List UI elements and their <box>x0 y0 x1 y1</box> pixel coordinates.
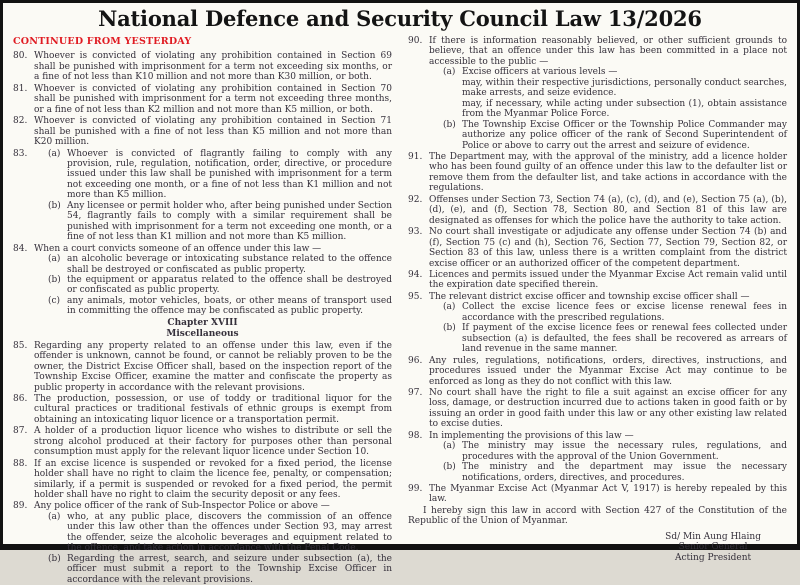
item-body <box>34 149 392 243</box>
item-number: 80. <box>13 51 28 62</box>
item-text: If there is information reasonably believed, or other sufficient grounds to believe, that an offence under this law has been committed in a place not accessible to the public — <box>429 36 787 67</box>
item-number: 84. <box>13 243 28 254</box>
signature-block <box>408 532 787 563</box>
item-number: 88. <box>13 458 28 469</box>
item-body <box>34 116 392 147</box>
item-number: 83. <box>13 148 28 159</box>
sub-item-label: (b) <box>443 323 456 334</box>
sub-item-label: (a) <box>48 254 61 265</box>
sub-item-line: The ministry may issue the necessary rules, regulations, and procedures with the approval of the Union Government. <box>462 441 787 462</box>
law-item-88 <box>13 459 392 501</box>
item-body <box>429 356 787 387</box>
item-number: 82. <box>13 116 28 127</box>
item-text: A holder of a production liquor licence who wishes to distribute or sell the strong alcohol produced at their factory for purposes other than personal consumption must apply for the relevant liquor licence under Section 10. <box>34 426 392 458</box>
left-column <box>13 35 392 585</box>
law-item-98 <box>408 431 787 483</box>
sub-item-line: The ministry and the department may issue the necessary notifications, orders, directives, and procedures. <box>462 462 787 483</box>
law-item-94 <box>408 270 787 291</box>
sub-item-label: (c) <box>48 295 61 306</box>
item-body <box>429 292 787 355</box>
item-body <box>429 270 787 291</box>
sub-item-text <box>462 67 787 119</box>
law-item-84 <box>13 244 392 317</box>
item-text: Whoever is convicted of violating any prohibition contained in Section 70 shall be punished with imprisonment for a term not exceeding three months, or a fine of not less than K2 million and not more than K5 million, or both. <box>34 83 392 115</box>
item-text: In implementing the provisions of this law — <box>429 430 634 441</box>
sub-item-text <box>462 302 787 323</box>
item-body <box>34 51 392 82</box>
signature-line: Sd/ Min Aung Hlaing <box>665 531 761 542</box>
item-number: 98. <box>408 430 423 441</box>
sub-item-text <box>462 323 787 354</box>
sub-item-text <box>462 462 787 483</box>
item-number: 85. <box>13 340 28 351</box>
sub-item-text <box>67 201 392 243</box>
item-text: Regarding any property related to an offense under this law, even if the offender is unknown, cannot be found, or cannot be reliably proven to be the owner, the District Excise Officer shall, based on the inspection report of the Township Excise Officer, examine the matter and confiscate the property as public property in accordance with the relevant provisions. <box>34 340 392 393</box>
law-item-83 <box>13 149 392 243</box>
sub-item-line: Whoever is convicted of flagrantly failing to comply with any provision, rule, regulation, notification, order, directive, or procedure issued under this law shall be punished with imprisonment for a term not exceeding one month, or a fine of not less than K1 million and not more than K5 million. <box>67 148 392 201</box>
item-number: 93. <box>408 227 423 238</box>
sub-item <box>48 554 392 585</box>
item-number: 89. <box>13 501 28 512</box>
sub-item-line: Any licensee or permit holder who, after being punished under Section 54, flagrantly fails to comply with a similar requirement shall be punished with imprisonment for a term not exceeding one month, or a fine of not less than K1 million and not more than K5 million. <box>67 200 393 243</box>
item-number: 86. <box>13 393 28 404</box>
item-text: No court shall have the right to file a suit against an excise officer for any loss, damage, or destruction incurred due to actions taken in good faith or by issuing an order in good faith under this law or any other existing law related to excise duties. <box>429 387 787 430</box>
sub-item-text <box>462 120 787 151</box>
chapter-heading-line: Chapter XVIII <box>167 317 238 328</box>
item-text: The Myanmar Excise Act (Myanmar Act V, 1917) is hereby repealed by this law. <box>429 484 787 505</box>
page-title: National Defence and Security Council Law 13/2026 <box>98 6 702 31</box>
chapter-heading-line: Miscellaneous <box>166 329 239 340</box>
law-item-97 <box>408 388 787 430</box>
item-body <box>429 195 787 226</box>
sub-item <box>443 120 787 151</box>
sub-item-label: (b) <box>443 462 456 473</box>
signature-line: Acting President <box>675 552 752 563</box>
item-number: 91. <box>408 151 423 162</box>
sub-item <box>443 302 787 323</box>
law-item-82 <box>13 116 392 147</box>
item-body <box>429 152 787 194</box>
item-body <box>429 227 787 269</box>
item-number: 87. <box>13 426 28 437</box>
item-number: 97. <box>408 387 423 398</box>
sub-item-text <box>67 254 392 275</box>
sub-item <box>48 296 392 317</box>
sub-item-text <box>67 296 392 317</box>
item-body <box>429 484 787 505</box>
item-text: When a court convicts someone of an offence under this law — <box>34 243 322 254</box>
continued-from-yesterday-label: CONTINUED FROM YESTERDAY <box>13 36 192 47</box>
item-text: The production, possession, or use of toddy or traditional liquor for the cultural practices or traditional festivals of ethnic groups is exempt from obtaining an intoxicating liquor licence or a transportation permit. <box>34 393 392 425</box>
sub-item-label: (a) <box>443 441 456 452</box>
law-item-81 <box>13 84 392 115</box>
law-item-95 <box>408 292 787 355</box>
item-text: Offenses under Section 73, Section 74 (a), (c), (d), and (e), Section 75 (a), (b), (d), (e), and (f), Section 78, Section 80, and Section 81 of this law are designated as offenses for which the police have the authority to take action. <box>429 194 787 226</box>
item-text: The relevant district excise officer and township excise officer shall — <box>429 291 750 302</box>
sub-item-line: who, at any public place, discovers the commission of an offence under this law other than the offences under Section 93, may arrest the offender, seize the alcoholic beverages and equipment related to the offence, and take action in accordance with the Penal Code. <box>67 511 392 554</box>
item-body <box>34 394 392 425</box>
law-item-99 <box>408 484 787 505</box>
law-item-80 <box>13 51 392 82</box>
item-number: 94. <box>408 269 423 280</box>
sub-item-text <box>67 275 392 296</box>
sub-item-label: (b) <box>443 119 456 130</box>
sub-item-line: The Township Excise Officer or the Township Police Commander may authorize any police officer of the rank of Second Superintendent of Police or above to carry out the arrest and seizure of evidence. <box>462 119 787 151</box>
law-item-85 <box>13 341 392 393</box>
sub-item-line: Collect the excise licence fees or excise license renewal fees in accordance with the prescribed regulations. <box>462 302 787 323</box>
item-body <box>429 388 787 430</box>
sub-item <box>443 67 787 119</box>
sub-item-line: Regarding the arrest, search, and seizure under subsection (a), the officer must submit a report to the Township Excise Officer in accordance with the relevant provisions. <box>67 553 392 585</box>
item-body <box>429 36 787 151</box>
sub-item-label: (b) <box>48 553 61 564</box>
sub-item-line: an alcoholic beverage or intoxicating substance related to the offence shall be destroyed or confiscated as public property. <box>67 254 392 275</box>
sub-item <box>443 441 787 462</box>
sub-item <box>443 462 787 483</box>
two-column-body <box>13 35 787 585</box>
sub-item <box>48 149 392 201</box>
sub-item-label: (b) <box>48 274 61 285</box>
law-item-96 <box>408 356 787 387</box>
right-column <box>408 35 787 585</box>
item-text: Whoever is convicted of violating any prohibition contained in Section 69 shall be punished with imprisonment for a term not exceeding six months, or a fine of not less than K10 million and not more than K30 million, or both. <box>34 51 392 83</box>
item-text: The Department may, with the approval of the ministry, add a licence holder who has been found guilty of an offence under this law to the defaulter list or remove them from the defaulter list, and take actions in accordance with the regulations. <box>429 151 787 194</box>
item-text: If an excise licence is suspended or revoked for a fixed period, the license holder shall have no right to claim the licence fee, penalty, or compensation; similarly, if a permit is suspended or revoked for a fixed period, the permit holder shall have no right to claim the security deposit or any fees. <box>34 458 392 501</box>
sub-item-text <box>462 441 787 462</box>
sub-item-line: If payment of the excise licence fees or renewal fees collected under subsection (a) is defaulted, the fees shall be recovered as arrears of land revenue in the same manner. <box>462 323 787 355</box>
sub-item-line: the equipment or apparatus related to the offence shall be destroyed or confiscated as public property. <box>67 274 392 296</box>
sub-item-line: any animals, motor vehicles, boats, or other means of transport used in committing the offence may be confiscated as public property. <box>67 295 392 317</box>
sub-item <box>48 201 392 243</box>
law-item-93 <box>408 227 787 269</box>
item-body <box>429 431 787 483</box>
sub-item-text <box>67 512 392 554</box>
sub-item-line: may, if necessary, while acting under subsection (1), obtain assistance from the Myanmar Police Force. <box>462 98 787 120</box>
item-number: 90. <box>408 36 423 46</box>
sub-item <box>48 512 392 554</box>
item-number: 99. <box>408 484 423 495</box>
law-item-92 <box>408 195 787 226</box>
item-text: Licences and permits issued under the Myanmar Excise Act remain valid until the expiration date specified therein. <box>429 269 787 291</box>
law-item-91 <box>408 152 787 194</box>
item-text: Any rules, regulations, notifications, orders, directives, instructions, and procedures issued under the Myanmar Excise Act may continue to be enforced as long as they do not conflict with this law. <box>429 355 787 387</box>
sub-item-label: (a) <box>48 511 61 522</box>
sub-item-label: (a) <box>443 302 456 313</box>
sub-item <box>48 254 392 275</box>
item-body <box>34 426 392 457</box>
item-body <box>34 244 392 317</box>
item-text: No court shall investigate or adjudicate any offense under Section 74 (b) and (f), Section 75 (c) and (h), Section 76, Section 77, Section 79, Section 82, or Section 83 of this law, unless there is a written complaint from the district excise officer or an authorized officer of the competent department. <box>429 227 787 269</box>
law-item-89 <box>13 501 392 585</box>
law-item-90 <box>408 36 787 151</box>
sub-item-label: (b) <box>48 200 61 211</box>
closing-paragraph: I hereby sign this law in accord with Section 427 of the Constitution of the Republic of the Union of Myanmar. <box>408 505 787 527</box>
item-body <box>34 501 392 585</box>
sub-item-text <box>67 149 392 201</box>
signature-line: Senior General <box>678 542 748 553</box>
sub-item-line: may, within their respective jurisdictions, personally conduct searches, make arrests, and seize evidence. <box>462 77 787 99</box>
law-item-86 <box>13 394 392 425</box>
sub-item <box>48 275 392 296</box>
item-body <box>34 341 392 393</box>
item-text: Any police officer of the rank of Sub-Inspector Police or above — <box>34 501 330 512</box>
item-text: Whoever is convicted of violating any prohibition contained in Section 71 shall be punished with a fine of not less than K5 million and not more than K20 million. <box>34 116 392 148</box>
sub-item-label: (a) <box>48 148 61 159</box>
item-number: 96. <box>408 355 423 366</box>
item-number: 81. <box>13 83 28 94</box>
sub-item-text <box>67 554 392 585</box>
item-number: 95. <box>408 291 423 302</box>
item-body <box>34 84 392 115</box>
item-number: 92. <box>408 194 423 205</box>
law-item-87 <box>13 426 392 457</box>
item-body <box>34 459 392 501</box>
sub-item-line: Excise officers at various levels — <box>462 67 618 78</box>
sub-item <box>443 323 787 354</box>
sub-item-label: (a) <box>443 67 456 78</box>
signature-lines <box>665 532 761 563</box>
